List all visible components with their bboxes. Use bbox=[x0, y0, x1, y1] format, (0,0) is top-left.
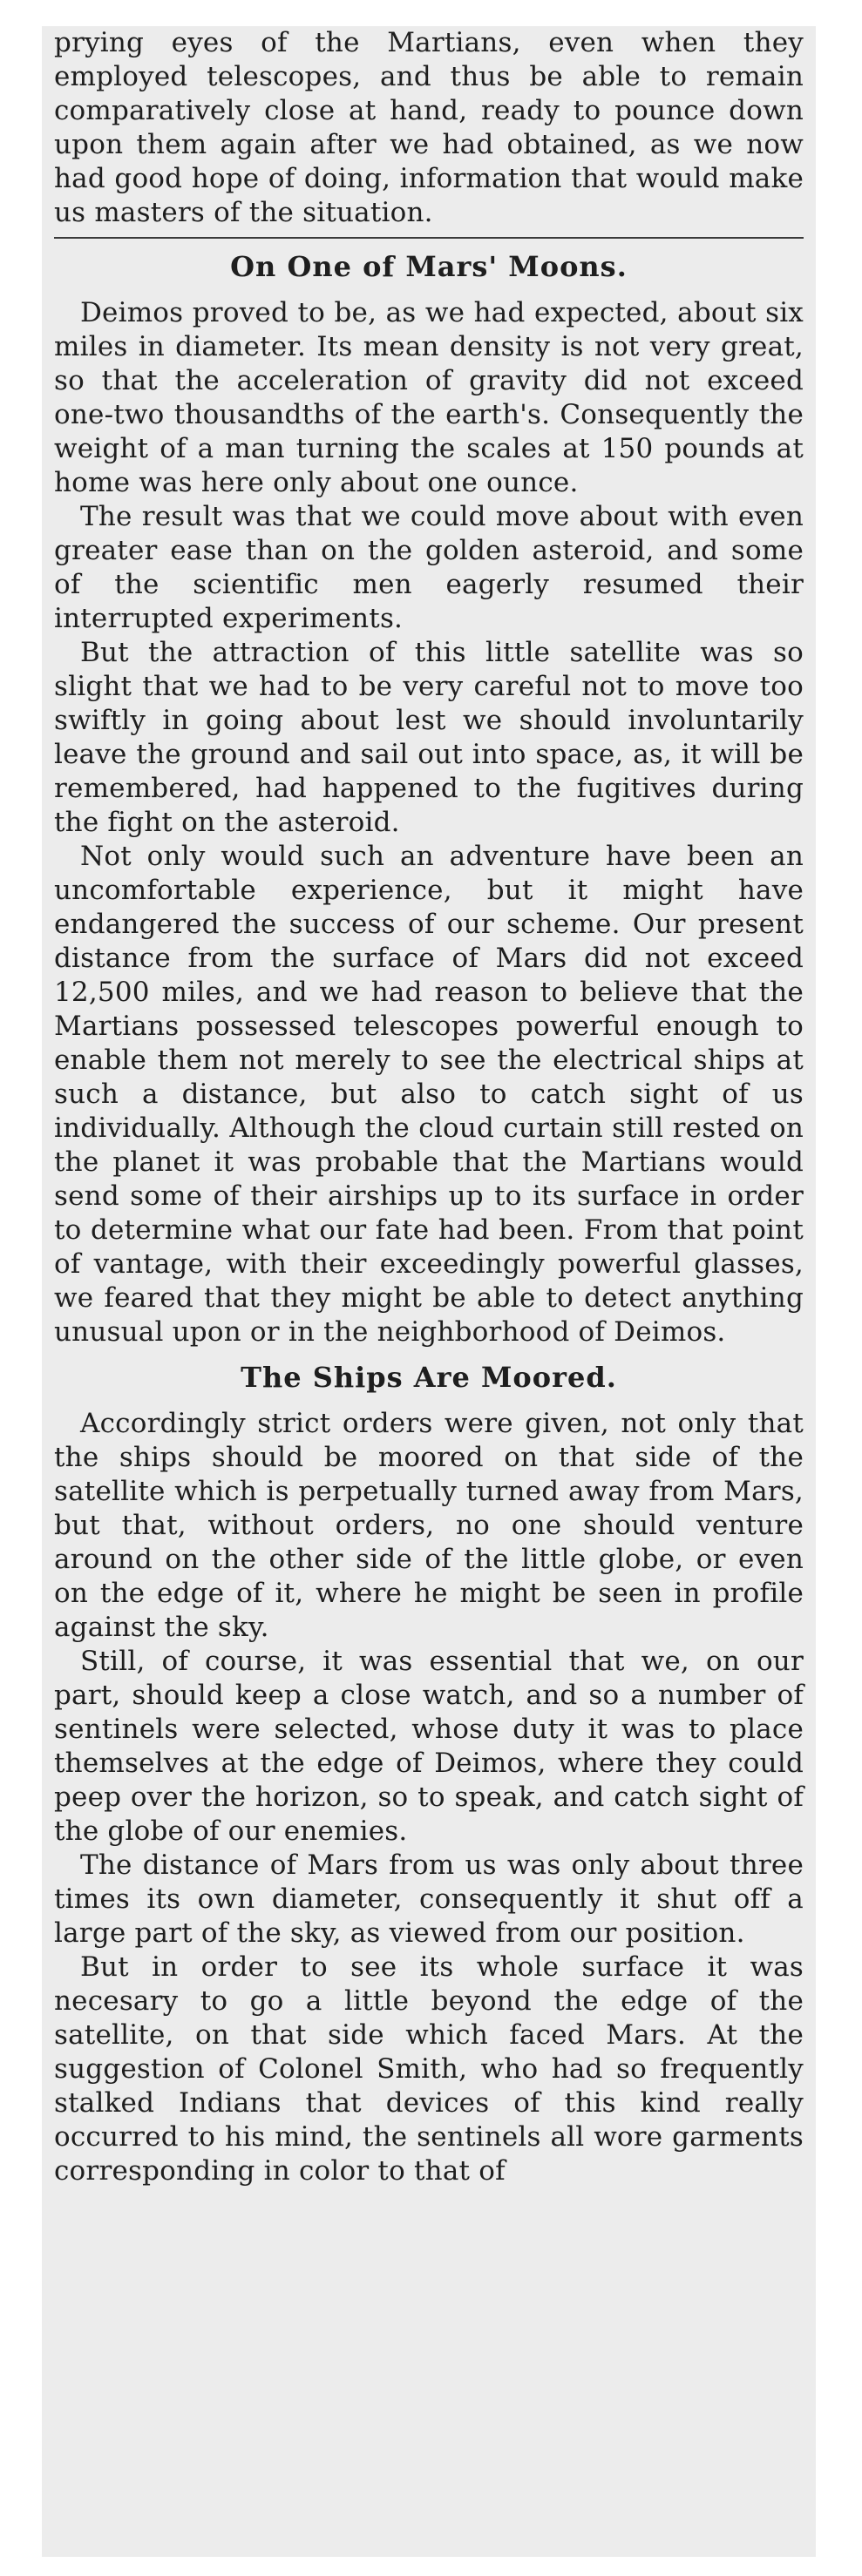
paragraph-1: prying eyes of the Martians, even when they employed telescopes, and thus be able to remain comparatively close at hand, ready to pounce down upon them again after we had obtained, as we now had good hope of doing, information that would make us masters of the situation. bbox=[54, 27, 804, 228]
subheading-on-one-of-mars-moons: On One of Mars' Moons. bbox=[230, 250, 628, 283]
newspaper-column bbox=[42, 26, 816, 2557]
paragraph-3: The result was that we could move about with even greater ease than on the golden asteroid, and some of the scientific men eagerly resumed their interrupted experiments. bbox=[54, 501, 804, 634]
paragraph-4: But the attraction of this little satellite was so slight that we had to be very careful not to move too swiftly in going about lest we should involuntarily leave the ground and sail out into space, as, it will be remembered, had happened to the fugitives during the fight on the asteroid. bbox=[54, 637, 804, 838]
paragraph-9: But in order to see its whole surface it was necesary to go a little beyond the edge of the satellite, on that side which faced Mars. At the suggestion of Colonel Smith, who had so frequently stalked Indians that devices of this kind really occurred to his mind, the sentinels all wore garments corresponding in color to that of bbox=[54, 1951, 804, 2187]
paragraph-2: Deimos proved to be, as we had expected, about six miles in diameter. Its mean density is not very great, so that the acceleration of gravity did not exceed one-two thousandths of the earth's. Consequently the weight of a man turning the scales at 150 pounds at home was here only about one ounce. bbox=[54, 297, 804, 498]
paragraph-5: Not only would such an adventure have been an uncomfortable experience, but it might have endangered the success of our scheme. Our present distance from the surface of Mars did not exceed 12,500 miles, and we had reason to believe that the Martians possessed telescopes powerful enough to enable them not merely to see the electrical ships at such a distance, but also to catch sight of us individually. Although the cloud curtain still rested on the planet it was probable that the Martians would send some of their airships up to its surface in order to determine what our fate had been. From that point of vantage, with their exceedingly powerful glasses, we feared that they might be able to detect anything unusual upon or in the neighborhood of Deimos. bbox=[54, 841, 804, 1348]
subheading-the-ships-are-moored: The Ships Are Moored. bbox=[241, 1361, 617, 1394]
paragraph-6: Accordingly strict orders were given, not only that the ships should be moored on that side of the satellite which is perpetually turned away from Mars, but that, without orders, no one should venture around on the other side of the little globe, or even on the edge of it, where he might be seen in profile against the sky. bbox=[54, 1408, 804, 1643]
paragraph-7: Still, of course, it was essential that we, on our part, should keep a close watch, and so a number of sentinels were selected, whose duty it was to place themselves at the edge of Deimos, where they could peep over the horizon, so to speak, and catch sight of the globe of our enemies. bbox=[54, 1646, 804, 1847]
paragraph-8: The distance of Mars from us was only about three times its own diameter, consequently it shut off a large part of the sky, as viewed from our position. bbox=[54, 1849, 804, 1949]
divider-rule bbox=[54, 237, 804, 239]
